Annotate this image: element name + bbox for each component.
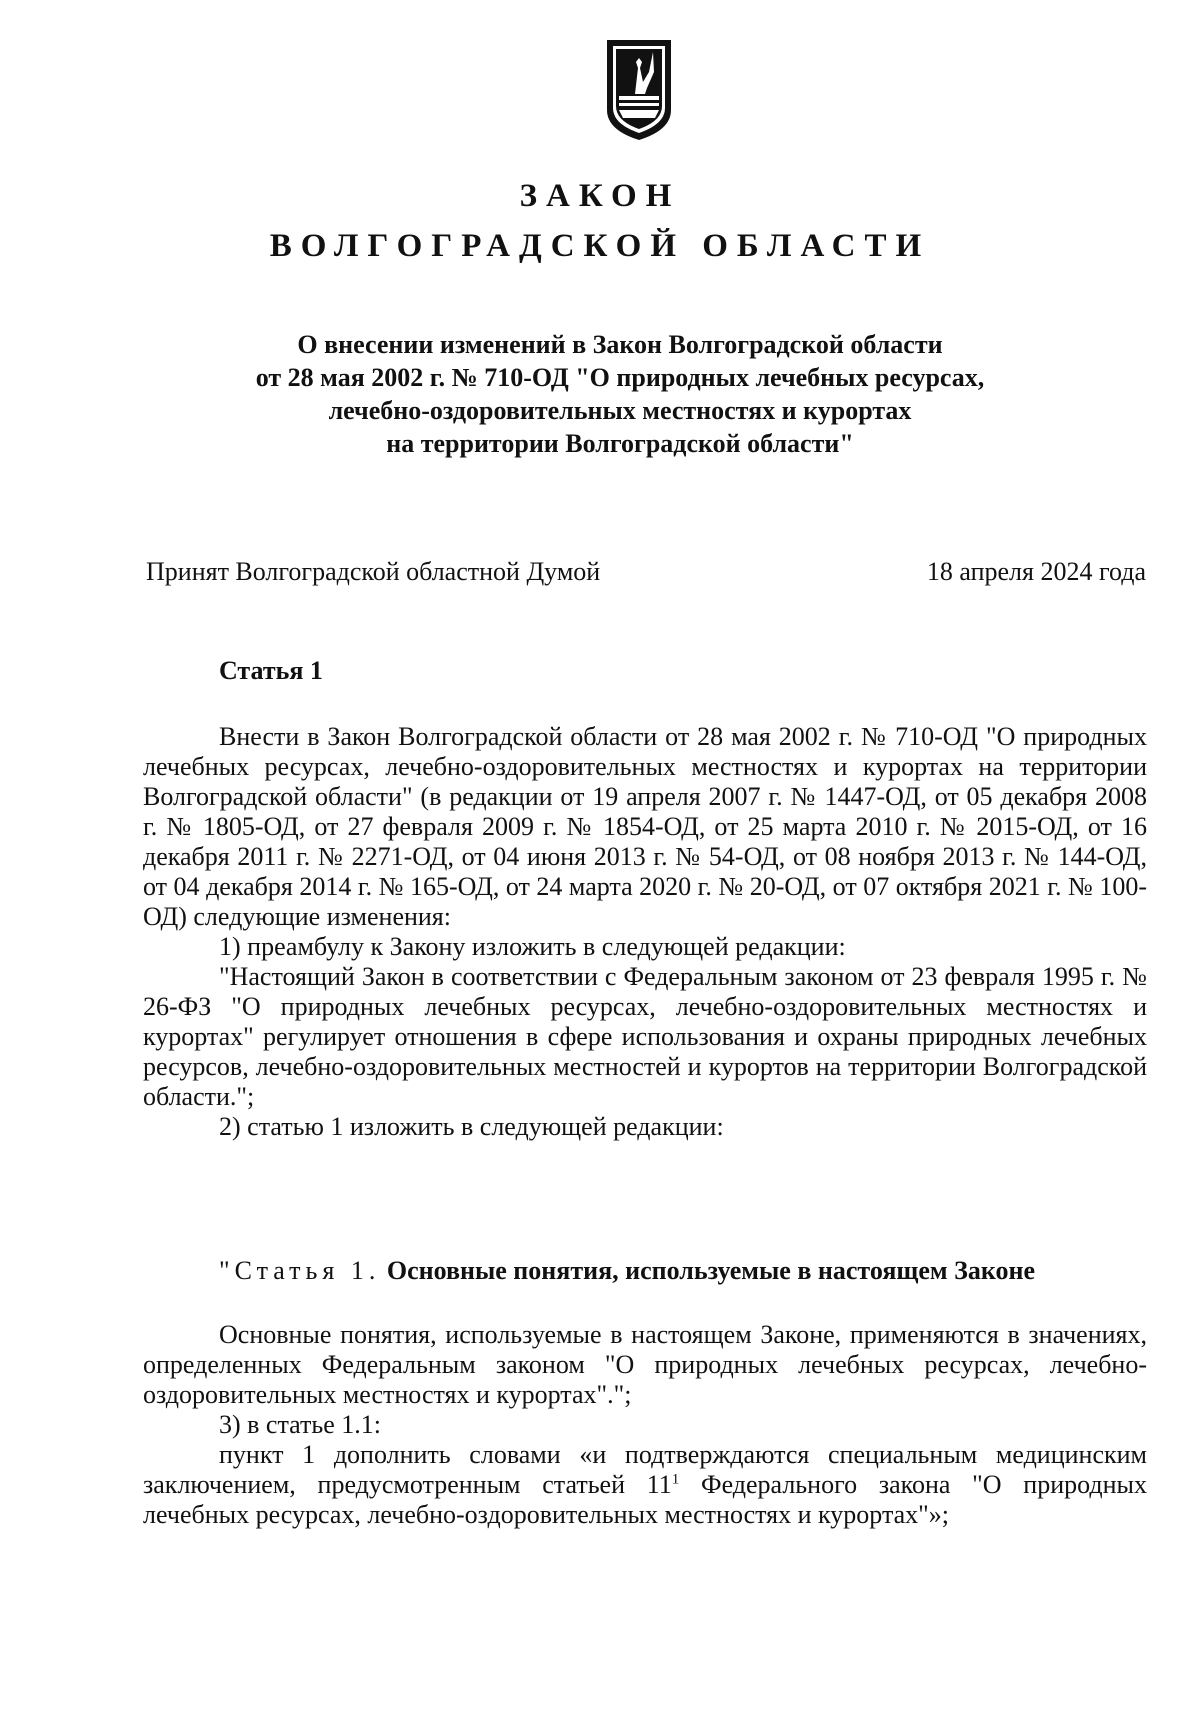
quoted-article-title: Основные понятия, используемые в настоящем Законе (386, 1256, 1035, 1285)
subject-line: лечебно-оздоровительных местностях и курортах (328, 396, 912, 425)
subject-line: на территории Волгоградской области" (386, 429, 854, 458)
subject-line: О внесении изменений в Закон Волгоградской области (297, 330, 943, 359)
paragraph: 3) в статье 1.1: (219, 1410, 382, 1439)
paragraph: "Настоящий Закон в соответствии с Федеральным законом от 23 февраля 1995 г. № 26-ФЗ "О природных лечебных ресурсах, лечебно-оздоровительных местностях и курортах" регулирует отношения в сфере использования и охраны природных лечебных ресурсов, лечебно-оздоровительных местностей и курортов на территории Волгоградской области."; (143, 962, 1147, 1111)
paragraph: Внести в Закон Волгоградской области от 28 мая 2002 г. № 710-ОД "О природных лечебных ресурсах, лечебно-оздоровительных местностях и курортах на территории Волгоградской области" (в редакции от 19 апреля 2007 г. № 1447-ОД, от 05 декабря 2008 г. № 1805-ОД, от 27 февраля 2009 г. № 1854-ОД, от 25 марта 2010 г. № 2015-ОД, от 16 декабря 2011 г. № 2271-ОД, от 04 июня 2013 г. № 54-ОД, от 08 ноября 2013 г. № 144-ОД, от 04 декабря 2014 г. № 165-ОД, от 24 марта 2020 г. № 20-ОД, от 07 октября 2021 г. № 100-ОД) следующие изменения: (143, 722, 1147, 931)
document-title-line1: ЗАКОН (519, 178, 681, 214)
volgograd-coat-of-arms-icon (605, 38, 673, 142)
paragraph-text: Федерального закона "О природных лечебных ресурсах, лечебно-оздоровительных местностях и курортах"»; (143, 1470, 1147, 1529)
paragraph: Основные понятия, используемые в настоящем Законе, применяются в значениях, определенных Федеральным законом "О природных лечебных ресурсах, лечебно-оздоровительных местностях и курортах"."; (143, 1320, 1147, 1409)
quoted-article-heading (219, 1256, 1035, 1286)
paragraph: 2) статью 1 изложить в следующей редакции: (219, 1112, 724, 1141)
superscript-number: 1 (671, 1471, 680, 1488)
subject-line: от 28 мая 2002 г. № 710-ОД "О природных лечебных ресурсах, (255, 363, 985, 392)
article-heading: Статья 1 (219, 656, 323, 685)
adoption-date: 18 апреля 2024 года (926, 557, 1146, 586)
law-subject (160, 328, 1080, 460)
adopting-body: Принят Волгоградской областной Думой (146, 557, 601, 586)
paragraph: 1) преамбулу к Закону изложить в следующей редакции: (219, 932, 846, 961)
document-title-line2: ВОЛГОГРАДСКОЙ ОБЛАСТИ (269, 228, 931, 264)
quoted-article-body (143, 1320, 1147, 1530)
article-body (143, 722, 1147, 1142)
paragraph-text: пункт 1 дополнить словами «и подтверждаются специальным медицинским заключением, предусмотренным статьей 11 (143, 1440, 1147, 1499)
adoption-line (146, 557, 1146, 587)
paragraph (143, 1440, 1147, 1530)
quoted-article-number: "Статья 1. (219, 1256, 381, 1285)
